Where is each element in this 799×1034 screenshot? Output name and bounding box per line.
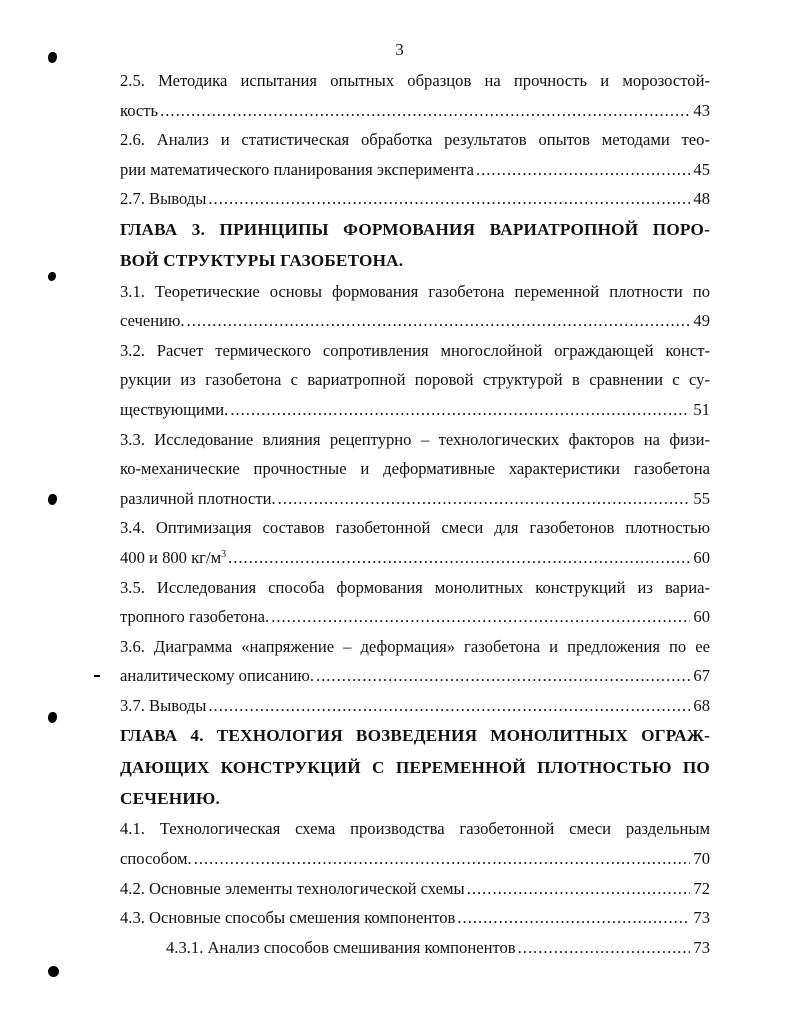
toc-entry-3-3-end: различной плотности. ..... 55	[120, 484, 710, 514]
table-of-contents	[120, 66, 710, 962]
dot-leader	[230, 395, 690, 425]
margin-blot-icon	[48, 712, 57, 723]
toc-entry-2-5: 2.5. Методика испытания опытных образцов на прочность и морозостой-	[120, 71, 710, 90]
dot-leader	[278, 484, 691, 514]
margin-dash-icon	[94, 675, 100, 677]
toc-entry-2-5-cont: кость ..... 43	[120, 96, 710, 126]
toc-entry-4-1: 4.1. Технологическая схема производства газобетонной смеси раздельным	[120, 819, 710, 839]
toc-entry-2-6-cont: рии математического планирования эксперимента ..... 45	[120, 155, 710, 185]
toc-entry-3-1-cont: сечению. ..... 49	[120, 306, 710, 336]
toc-entry-2-7: 2.7. Выводы ..... 48	[120, 184, 710, 214]
toc-entry-3-1: 3.1. Теоретические основы формования газобетона переменной плотности по	[120, 281, 710, 301]
dot-leader	[187, 306, 691, 336]
toc-entry-3-6: 3.6. Диаграмма «напряжение – деформация» газобетона и предложения по ее	[120, 636, 710, 656]
chapter-3-heading: ГЛАВА 3. ПРИНЦИПЫ ФОРМОВАНИЯ ВАРИАТРОПНОЙ ПОРО-	[120, 219, 710, 239]
toc-entry-4-3-1: 4.3.1. Анализ способов смешивания компонентов ..... 73	[120, 933, 710, 963]
dot-leader	[271, 602, 690, 632]
page-ref: 51	[693, 399, 710, 419]
page-ref: 49	[693, 311, 710, 331]
toc-entry-4-2: 4.2. Основные элементы технологической схемы ..... 72	[120, 874, 710, 904]
toc-entry-3-2-end: ществующими. ..... 51	[120, 395, 710, 425]
dot-leader	[160, 96, 690, 126]
dot-leader	[467, 874, 691, 904]
page-ref: 72	[693, 878, 710, 898]
page-ref: 43	[693, 100, 710, 120]
page-number: 3	[395, 40, 404, 59]
chapter-3-heading-cont: ВОЙ СТРУКТУРЫ ГАЗОБЕТОНА.	[120, 251, 404, 271]
toc-entry-2-6: 2.6. Анализ и статистическая обработка результатов опытов методами тео-	[120, 130, 710, 150]
toc-entry-3-6-cont: аналитическому описанию. ..... 67	[120, 661, 710, 691]
margin-blot-icon	[48, 272, 56, 281]
toc-entry-3-3-cont: ко-механические прочностные и деформативные характеристики газобетона	[120, 459, 710, 479]
margin-dot-icon	[48, 966, 59, 977]
page-ref: 73	[693, 908, 710, 928]
toc-entry-3-4: 3.4. Оптимизация составов газобетонной смеси для газобетонов плотностью	[120, 518, 710, 538]
dot-leader	[228, 543, 690, 573]
toc-entry-3-4-cont: 400 и 800 $кг/м^3$ ..... 60	[120, 543, 710, 573]
chapter-4-heading-cont: ДАЮЩИХ КОНСТРУКЦИЙ С ПЕРЕМЕННОЙ ПЛОТНОСТЬЮ ПО	[120, 757, 710, 777]
margin-blot-icon	[48, 494, 57, 505]
dot-leader	[316, 661, 690, 691]
toc-entry-3-5: 3.5. Исследования способа формования монолитных конструкций из вариа-	[120, 577, 710, 597]
toc-entry-3-7: 3.7. Выводы ..... 68	[120, 691, 710, 721]
toc-entry-4-1-cont: способом. ..... 70	[120, 844, 710, 874]
page-ref: 48	[693, 189, 710, 209]
page-ref: 68	[693, 695, 710, 715]
dot-leader	[476, 155, 690, 185]
toc-entry-3-2-cont: рукции из газобетона с вариатропной поровой структурой в сравнении с су-	[120, 370, 710, 390]
dot-leader	[457, 903, 690, 933]
page-ref: 73	[693, 937, 710, 957]
toc-entry-3-2: 3.2. Расчет термического сопротивления многослойной ограждающей конст-	[120, 340, 710, 360]
page-ref: 60	[693, 607, 710, 627]
chapter-4-heading-end: СЕЧЕНИЮ.	[120, 789, 220, 809]
chapter-4-heading: ГЛАВА 4. ТЕХНОЛОГИЯ ВОЗВЕДЕНИЯ МОНОЛИТНЫХ ОГРАЖ-	[120, 726, 710, 746]
page-ref: 55	[693, 488, 710, 508]
dot-leader	[518, 933, 691, 963]
page-ref: 45	[693, 159, 710, 179]
page-ref: 67	[693, 666, 710, 686]
page-ref: 70	[693, 848, 710, 868]
dot-leader	[194, 844, 691, 874]
dot-leader	[208, 691, 690, 721]
toc-entry-3-5-cont: тропного газобетона. ..... 60	[120, 602, 710, 632]
dot-leader	[208, 184, 690, 214]
toc-entry-3-3: 3.3. Исследование влияния рецептурно – технологических факторов на физи-	[120, 429, 710, 449]
toc-entry-4-3: 4.3. Основные способы смешения компонентов ..... 73	[120, 903, 710, 933]
margin-blot-icon	[48, 52, 57, 63]
page-ref: 60	[693, 547, 710, 567]
